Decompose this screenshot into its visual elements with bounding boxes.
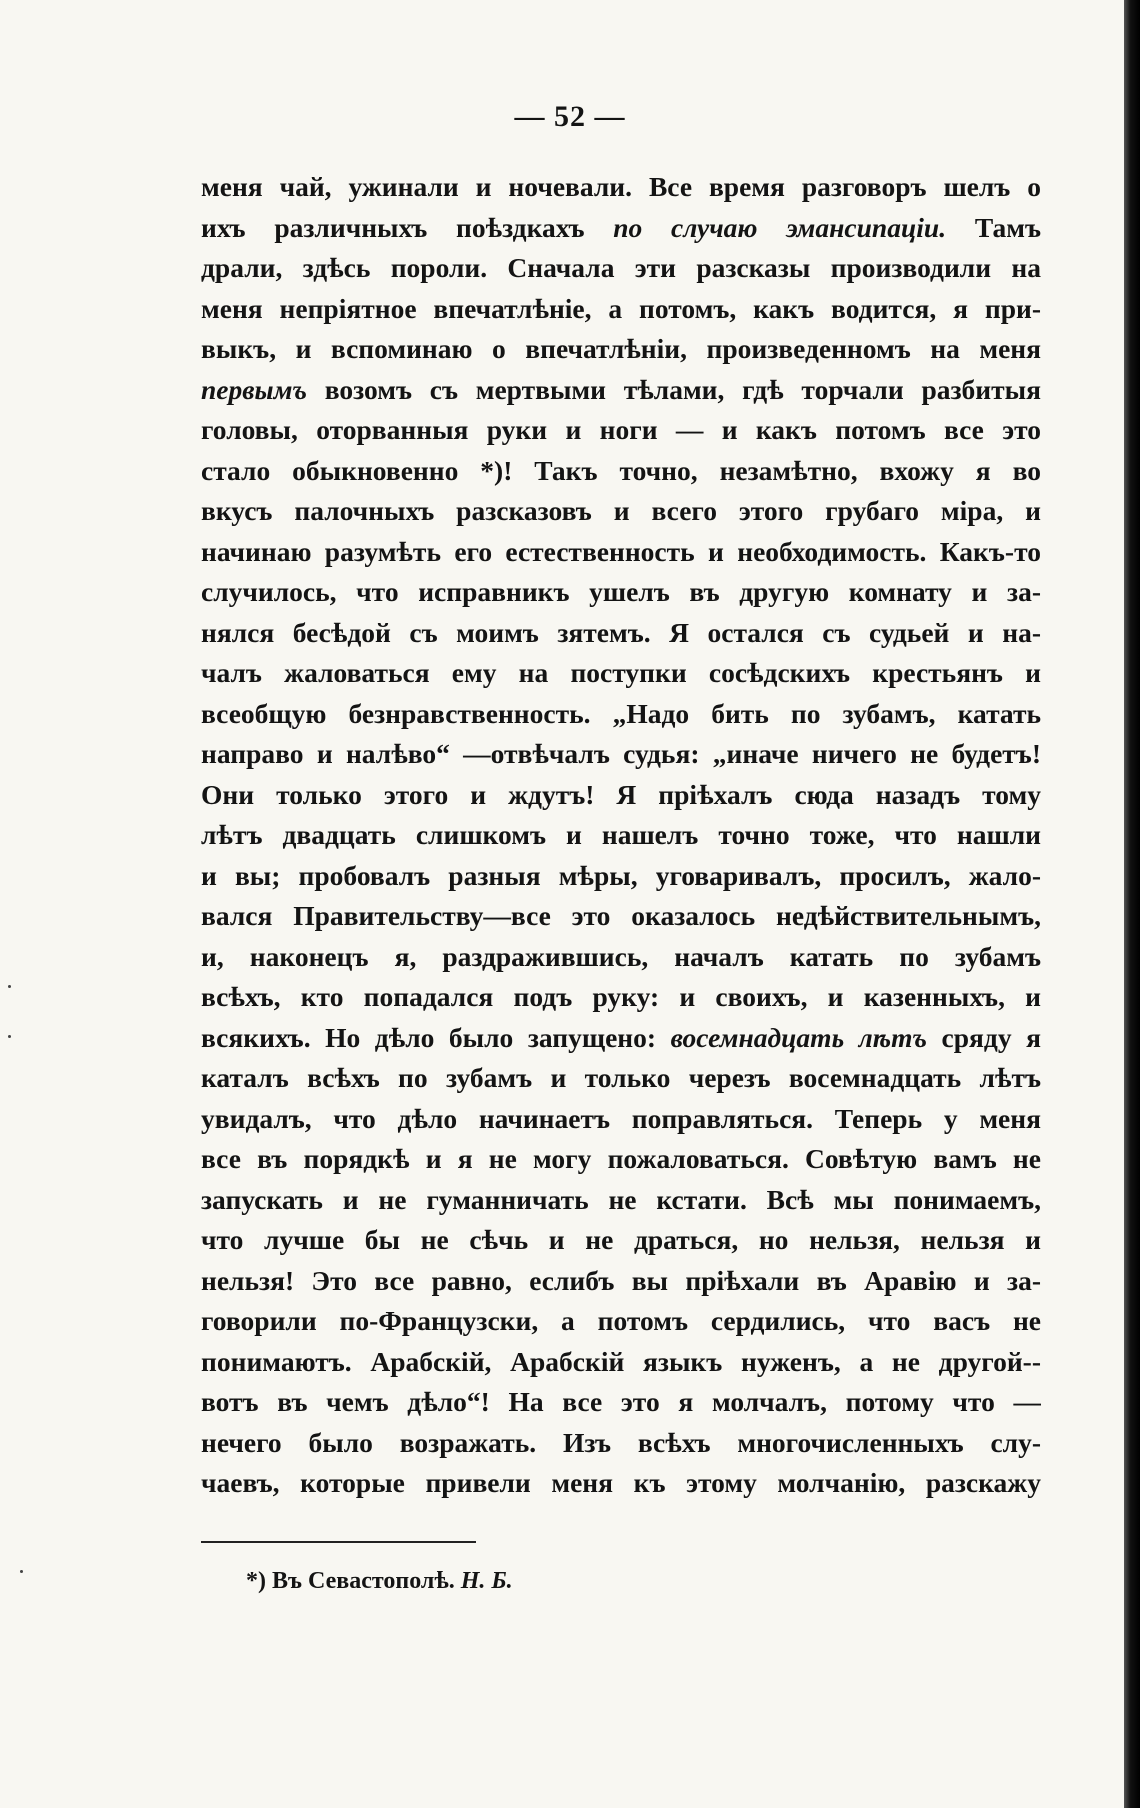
text-line: всеобщую безнравственность. „Надо бить по зубамъ, катать — [201, 697, 1041, 729]
page-number: — 52 — — [514, 100, 626, 133]
text-line: каталъ всѣхъ по зубамъ и только черезъ восемнадцать лѣтъ — [201, 1062, 1041, 1093]
footnote — [246, 1568, 513, 1595]
text-line: выкъ, и вспоминаю о впечатлѣніи, произведенномъ на меня — [201, 333, 1041, 364]
text-line: случилось, что исправникъ ушелъ въ другую комнату и за- — [201, 576, 1041, 607]
text-line: ихъ различныхъ поѣздкахъ по случаю эмансипаціи. Тамъ — [201, 211, 1041, 243]
text-line: чалъ жаловаться ему на поступки сосѣдскихъ крестьянъ и — [201, 657, 1041, 688]
print-speck — [8, 1035, 11, 1038]
text-line: запускать и не гуманничать не кстати. Всѣ мы понимаемъ, — [201, 1183, 1041, 1215]
text-line: чаевъ, которые привели меня къ этому молчанію, разскажу — [201, 1467, 1041, 1498]
print-speck — [20, 1570, 23, 1573]
text-line: головы, оторванныя руки и ноги — и какъ потомъ все это — [201, 414, 1041, 445]
text-line: направо и налѣво“ —отвѣчалъ судья: „иначе ничего не будетъ! — [201, 738, 1041, 769]
text-line: что лучше бы не сѣчь и не драться, но нельзя, нельзя и — [201, 1224, 1041, 1255]
text-line: нечего было возражать. Изъ всѣхъ многочисленныхъ слу- — [201, 1426, 1041, 1458]
text-line: увидалъ, что дѣло начинаетъ поправляться. Теперь у меня — [201, 1102, 1041, 1134]
text-line: первымъ возомъ съ мертвыми тѣлами, гдѣ торчали разбитыя — [201, 373, 1041, 405]
text-line: стало обыкновенно *)! Такъ точно, незамѣтно, вхожу я во — [201, 454, 1041, 486]
text-line: нельзя! Это все равно, еслибъ вы пріѣхали въ Аравію и за- — [201, 1264, 1041, 1296]
footnote-signature: Н. Б. — [460, 1568, 513, 1594]
italic-phrase: первымъ — [201, 373, 307, 405]
body-text — [201, 167, 1041, 1504]
text-line: вался Правительству—все это оказалось недѣйствительнымъ, — [201, 900, 1041, 931]
text-line: лѣтъ двадцать слишкомъ и нашелъ точно тоже, что нашли — [201, 819, 1041, 850]
text-line: Они только этого и ждутъ! Я пріѣхалъ сюда назадъ тому — [201, 778, 1041, 810]
text-line: всѣхъ, кто попадался подъ руку: и своихъ, и казенныхъ, и — [201, 981, 1041, 1012]
text-line: вкусъ палочныхъ разсказовъ и всего этого грубаго міра, и — [201, 495, 1041, 526]
text-line: меня чай, ужинали и ночевали. Все время разговоръ шелъ о — [201, 171, 1041, 202]
text-line: и, наконецъ я, раздражившись, началъ катать по зубамъ — [201, 940, 1041, 972]
footnote-marker: *) — [246, 1568, 266, 1594]
text-line: драли, здѣсь пороли. Сначала эти разсказы производили на — [201, 252, 1041, 283]
text-line: меня непріятное впечатлѣніе, а потомъ, какъ водится, я при- — [201, 292, 1041, 324]
text-line: говорили по-Французски, а потомъ сердились, что васъ не — [201, 1305, 1041, 1336]
footnote-text: Въ Севастополѣ. — [272, 1568, 455, 1594]
text-line: начинаю разумѣть его естественность и необходимость. Какъ-то — [201, 535, 1041, 567]
print-speck — [8, 985, 11, 988]
text-line: всякихъ. Но дѣло было запущено: восемнадцать лѣтъ сряду я — [201, 1021, 1041, 1053]
text-line: все въ порядкѣ и я не могу пожаловаться. Совѣтую вамъ не — [201, 1143, 1041, 1174]
text-line: и вы; пробовалъ разныя мѣры, уговаривалъ, просилъ, жало- — [201, 859, 1041, 891]
italic-phrase: восемнадцать лѣтъ — [670, 1021, 928, 1053]
page-edge-shadow — [1124, 0, 1140, 1808]
italic-phrase: по случаю эмансипаціи. — [613, 211, 947, 243]
text-line: нялся бесѣдой съ моимъ зятемъ. Я остался съ судьей и на- — [201, 616, 1041, 648]
text-line: вотъ въ чемъ дѣло“! На все это я молчалъ, потому что — — [201, 1386, 1041, 1417]
text-line: понимаютъ. Арабскій, Арабскій языкъ нуженъ, а не другой-- — [201, 1345, 1041, 1377]
footnote-divider — [201, 1541, 476, 1543]
